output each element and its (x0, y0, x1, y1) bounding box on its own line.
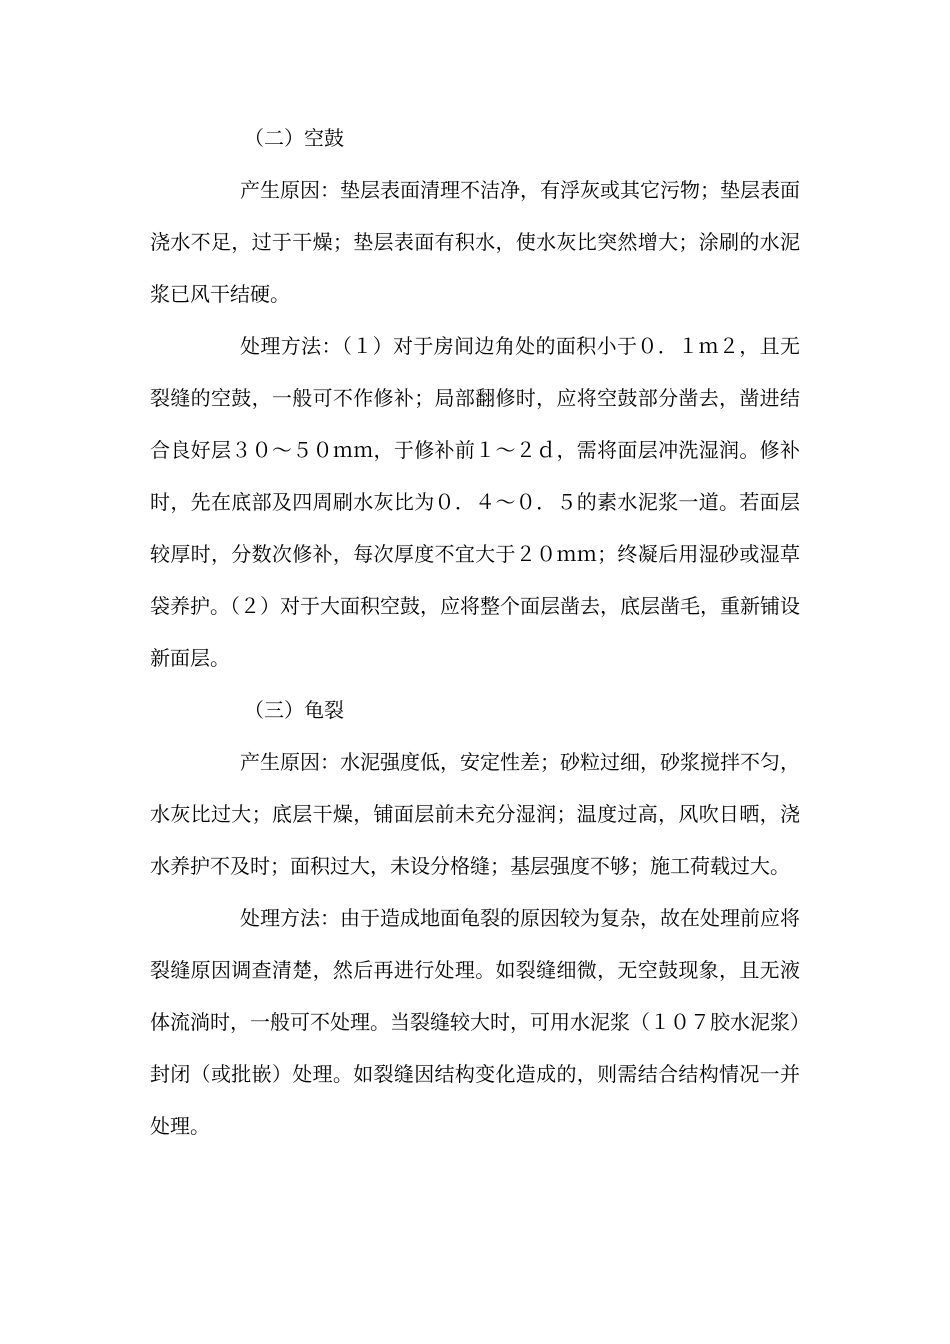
section-heading-cracking: （三）龟裂 (244, 698, 344, 722)
cracking-cause-paragraph: 产生原因：水泥强度低，安定性差；砂粒过细，砂浆搅拌不匀，水灰比过大；底层干燥，铺面层前未充分湿润；温度过高，风吹日晒，浇水养护不及时；面积过大，未设分格缝；基层强度不够；施工荷载过大。 (150, 750, 800, 878)
document-body (150, 112, 800, 1152)
section-heading-hollowing: （二）空鼓 (244, 126, 344, 150)
hollowing-cause-paragraph: 产生原因：垫层表面清理不洁净，有浮灰或其它污物；垫层表面浇水不足，过于干燥；垫层表面有积水，使水灰比突然增大；涂刷的水泥浆已风干结硬。 (150, 178, 800, 306)
cracking-treatment-paragraph: 处理方法：由于造成地面龟裂的原因较为复杂，故在处理前应将裂缝原因调查清楚，然后再进行处理。如裂缝细微，无空鼓现象，且无液体流淌时，一般可不处理。当裂缝较大时，可用水泥浆（１０７胶水泥浆）封闭（或批嵌）处理。如裂缝因结构变化造成的，则需结合结构情况一并处理。 (150, 906, 800, 1138)
hollowing-treatment-paragraph: 处理方法：（１）对于房间边角处的面积小于０．１ｍ２，且无裂缝的空鼓，一般可不作修补；局部翻修时，应将空鼓部分凿去，凿进结合良好层３０～５０ｍｍ，于修补前１～２ｄ，需将面层冲洗湿润。修补时，先在底部及四周刷水灰比为０．４～０．５的素水泥浆一道。若面层较厚时，分数次修补，每次厚度不宜大于２０ｍｍ；终凝后用湿砂或湿草袋养护。（２）对于大面积空鼓，应将整个面层凿去，底层凿毛，重新铺设新面层。 (150, 334, 800, 670)
